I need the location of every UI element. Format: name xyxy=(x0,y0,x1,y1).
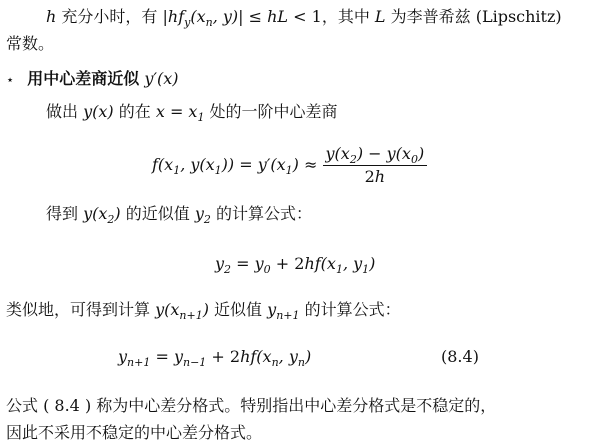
conclusion-line-1: 公式 ( 8.4 ) 称为中心差分格式。特别指出中心差分格式是不稳定的， xyxy=(6,396,497,415)
central-difference-scheme: $y_{n+1} = y_{n-1} + 2hf(x_n$, $y_n$) xyxy=(118,347,312,370)
text: 做出 xyxy=(46,102,84,121)
condition-line xyxy=(46,6,562,28)
section-heading xyxy=(6,68,179,92)
text: 充分小时，有 xyxy=(56,7,163,26)
heading-label: 用中心差商近似 xyxy=(27,69,140,88)
central-difference-equation: $f(x_1$, $y(x_1)) = y'(x_1)$ ≈ $\frac{y(x_2) - y(x_0)}{2h}$ xyxy=(152,143,427,187)
inequality: $|hf_y(x_n$, y)| ≤ hL < 1 xyxy=(162,7,322,30)
expr: $y(x_{n+1})$ xyxy=(155,300,209,323)
heading-fn: y′(x) xyxy=(144,69,179,88)
y2-equation: $y_2 = y_0 + 2hf(x_1$, $y_1$) xyxy=(215,254,376,277)
expr: $y(x_2)$ xyxy=(83,204,121,227)
conclusion-line-2: 因此不采用不稳定的中心差分格式。 xyxy=(6,423,263,442)
var-h: h xyxy=(46,7,57,26)
expr: $y_{n+1}$ xyxy=(267,300,300,323)
text: 近似值 xyxy=(208,300,268,319)
intro-line xyxy=(46,101,338,123)
expr: $x = x_1$ xyxy=(155,102,205,125)
var-L: L xyxy=(374,7,386,26)
text: 为李普希兹 (Lipschitz) xyxy=(385,7,562,26)
text: ，其中 xyxy=(321,7,375,26)
expr: y(x) xyxy=(83,102,114,121)
text: 类似地，可得到计算 xyxy=(6,300,156,319)
text: 处的一阶中心差商 xyxy=(204,102,338,121)
text: 的近似值 xyxy=(120,204,195,223)
text: 的计算公式： xyxy=(210,204,312,223)
expr: $y_2$ xyxy=(194,204,211,227)
approx-line xyxy=(46,203,312,225)
general-line xyxy=(6,299,401,321)
text: 的在 xyxy=(113,102,156,121)
star-bullet-icon: ⋆ xyxy=(6,73,15,88)
equation-number: (8.4) xyxy=(441,347,479,366)
text: 得到 xyxy=(46,204,84,223)
text: 的计算公式： xyxy=(299,300,401,319)
constant-line: 常数。 xyxy=(6,34,55,53)
fraction: $\frac{y(x_2) - y(x_0)}{2h}$ xyxy=(323,144,428,187)
